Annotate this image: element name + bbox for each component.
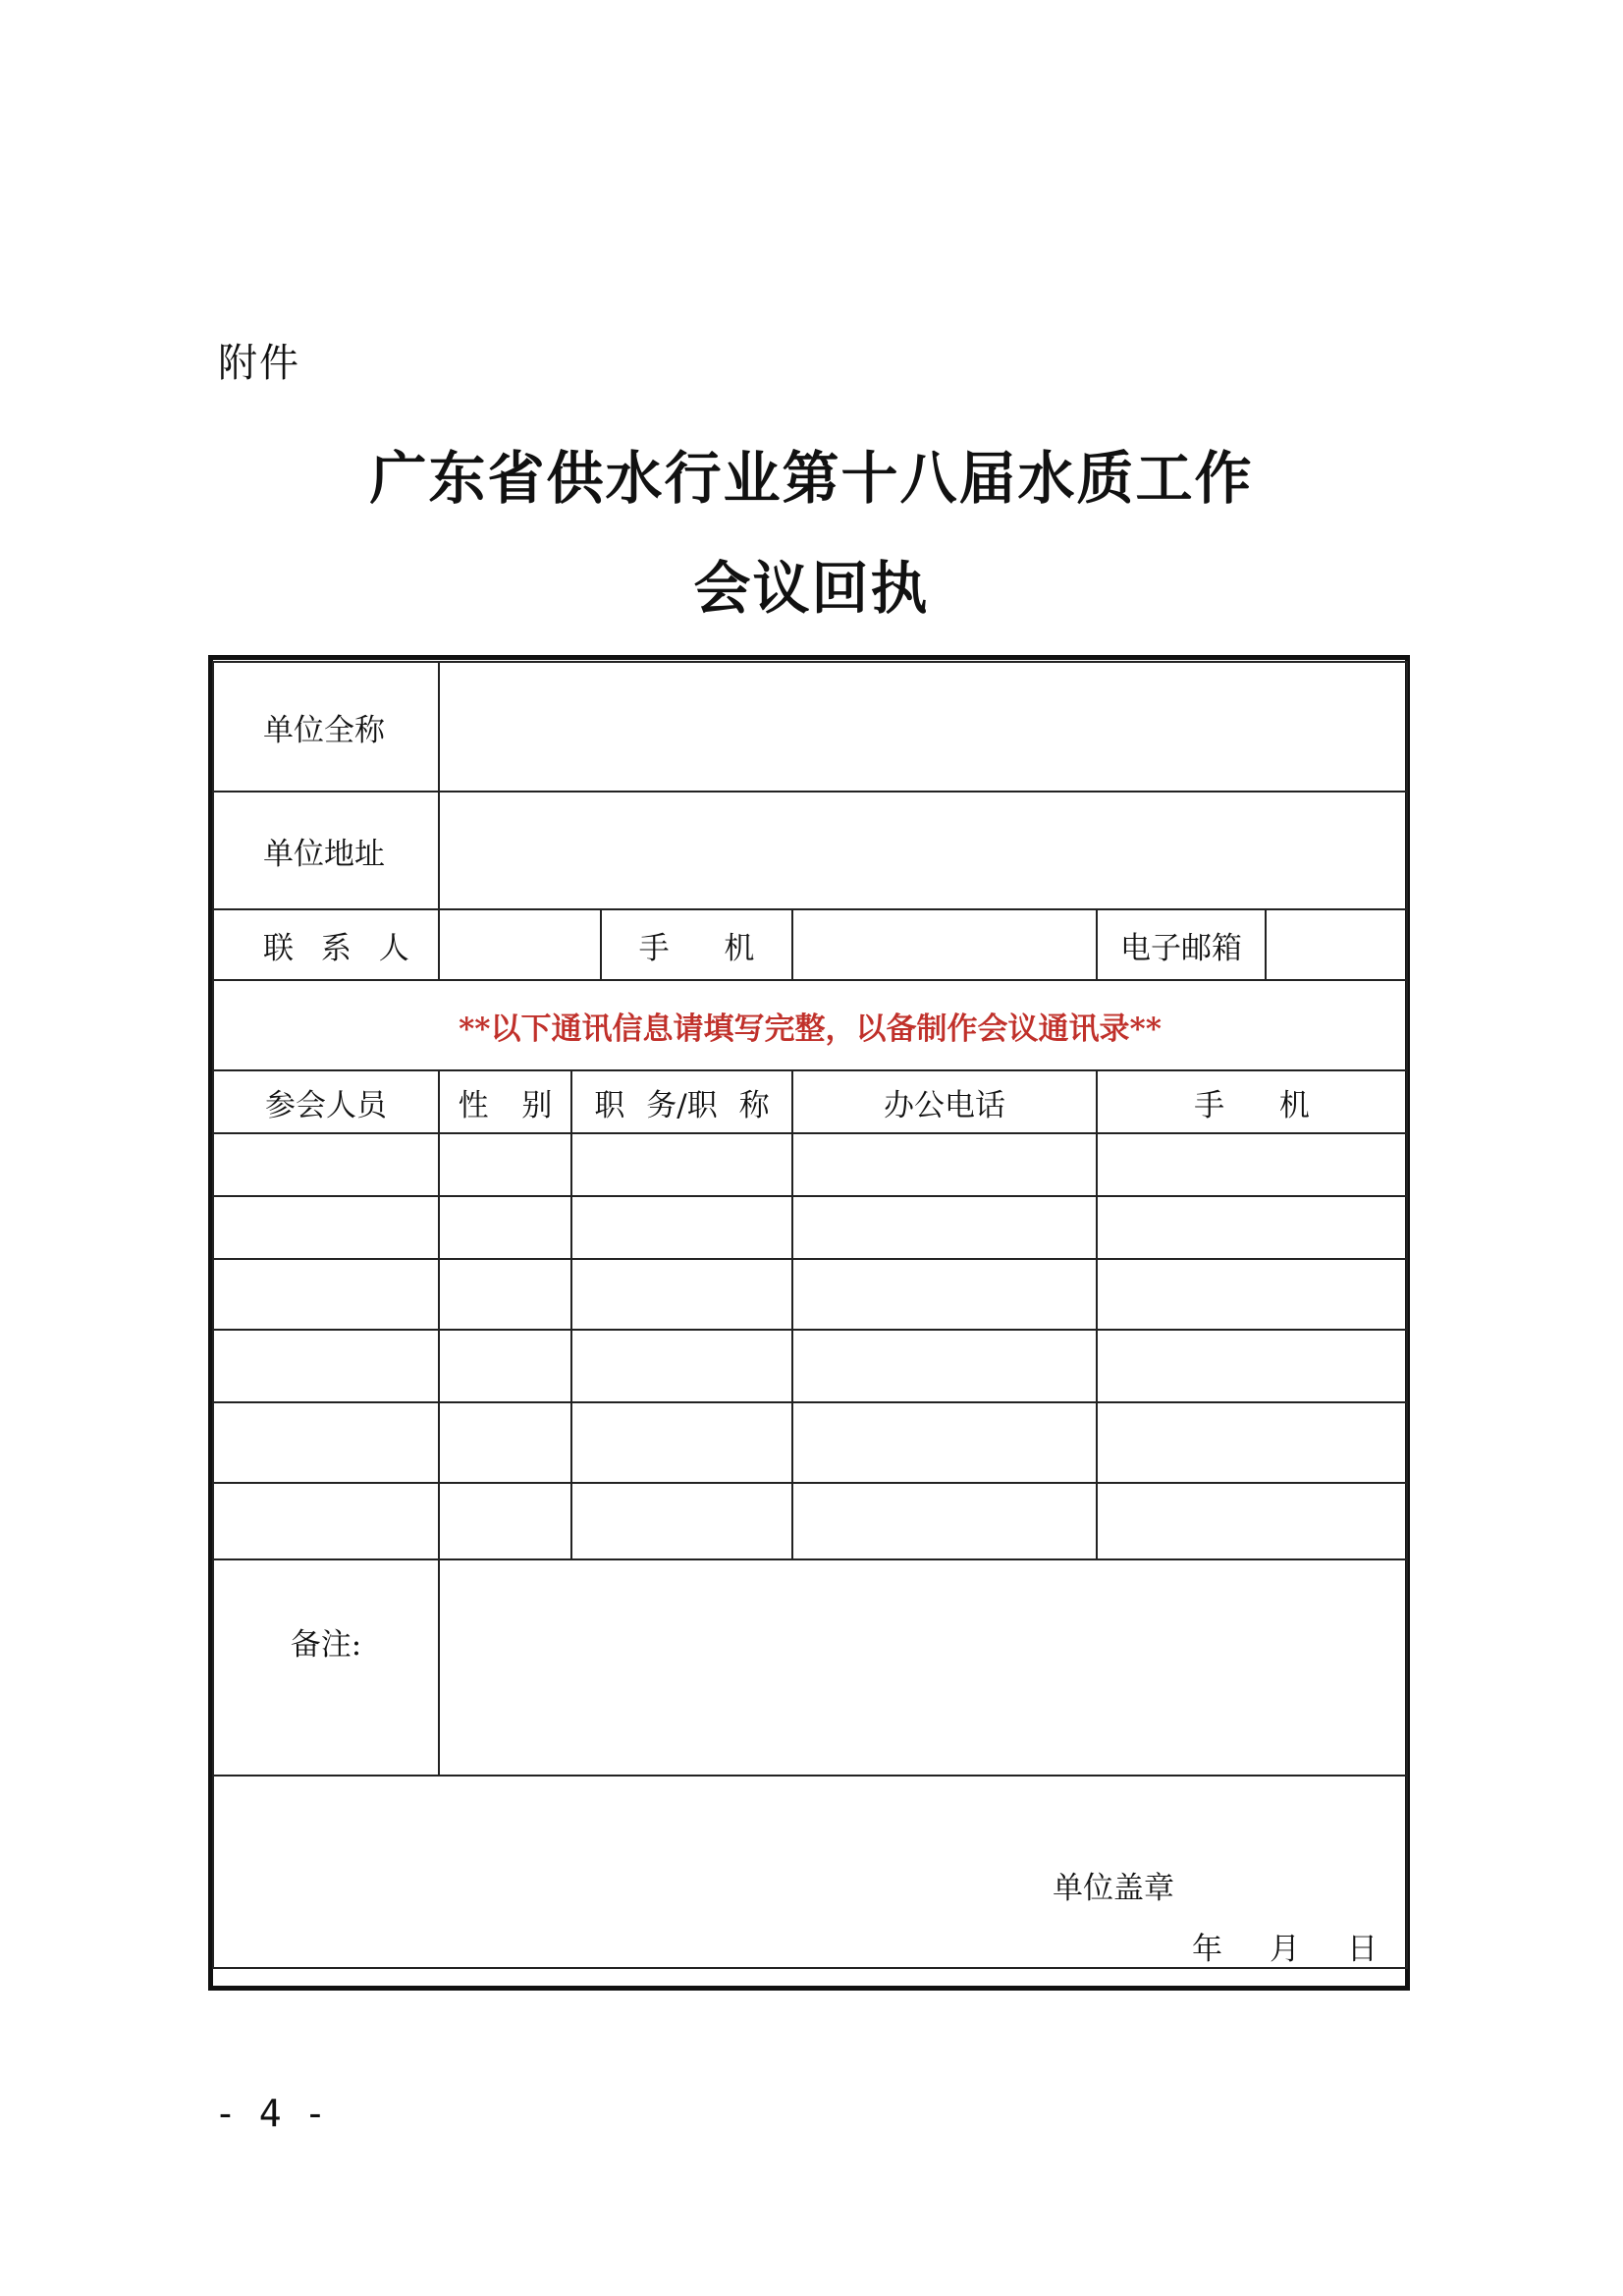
attendee-row: [213, 1330, 1407, 1402]
header-gender: [439, 1070, 571, 1133]
attendee-mobile-cell[interactable]: [1097, 1330, 1407, 1402]
header-title: [571, 1070, 792, 1133]
attendee-name-cell[interactable]: [213, 1330, 439, 1402]
unit-name-row: [213, 662, 1407, 792]
attendee-office-phone-cell[interactable]: [792, 1483, 1097, 1559]
attendee-office-phone-cell[interactable]: [792, 1330, 1097, 1402]
attendee-name-cell[interactable]: [213, 1402, 439, 1483]
signature-cell: [213, 1776, 1407, 1968]
attendee-gender-cell[interactable]: [439, 1259, 571, 1330]
header-gender-text: 性 别: [458, 1087, 553, 1123]
header-mobile-text: 手 机: [1194, 1087, 1310, 1123]
attendee-gender-cell[interactable]: [439, 1196, 571, 1259]
attendee-office-phone-cell[interactable]: [792, 1402, 1097, 1483]
attendee-mobile-cell[interactable]: [1097, 1196, 1407, 1259]
attendee-office-phone-cell[interactable]: [792, 1196, 1097, 1259]
date-line: [1192, 1924, 1380, 1968]
attendee-mobile-cell[interactable]: [1097, 1133, 1407, 1196]
attendee-title-cell[interactable]: [571, 1133, 792, 1196]
attachment-label: 附件: [218, 341, 300, 386]
contact-row: [213, 909, 1407, 980]
header-office-phone: 办公电话: [792, 1070, 1097, 1133]
date-day: 日: [1347, 1932, 1380, 1967]
attendee-row: [213, 1259, 1407, 1330]
attendee-title-cell[interactable]: [571, 1196, 792, 1259]
contact-mobile-label: [601, 909, 792, 980]
page-title-line2: 会议回执: [693, 555, 930, 622]
notice-text: **以下通讯信息请填写完整，以备制作会议通讯录**: [213, 980, 1407, 1070]
attendee-title-cell[interactable]: [571, 1259, 792, 1330]
attendee-row: [213, 1133, 1407, 1196]
attendee-mobile-cell[interactable]: [1097, 1483, 1407, 1559]
attendee-row: [213, 1402, 1407, 1483]
attendee-office-phone-cell[interactable]: [792, 1259, 1097, 1330]
signature-row: [213, 1776, 1407, 1968]
email-label: 电子邮箱: [1097, 909, 1266, 980]
remarks-label: 备注:: [213, 1559, 439, 1776]
attendee-name-cell[interactable]: [213, 1259, 439, 1330]
attendee-mobile-cell[interactable]: [1097, 1402, 1407, 1483]
attendee-title-cell[interactable]: [571, 1330, 792, 1402]
unit-name-field[interactable]: [439, 662, 1407, 792]
email-field[interactable]: [1266, 909, 1407, 980]
unit-address-field[interactable]: [439, 792, 1407, 909]
attendee-office-phone-cell[interactable]: [792, 1133, 1097, 1196]
date-year: 年: [1192, 1932, 1224, 1967]
header-attendee: 参会人员: [213, 1070, 439, 1133]
page-title-line1: 广东省供水行业第十八届水质工作: [369, 445, 1254, 512]
notice-row: [213, 980, 1407, 1070]
seal-label: 单位盖章: [1053, 1871, 1174, 1906]
attendee-name-cell[interactable]: [213, 1196, 439, 1259]
contact-label-text: 联 系 人: [263, 930, 409, 966]
header-title-text: 职 务/职 称: [594, 1087, 770, 1123]
contact-mobile-field[interactable]: [792, 909, 1097, 980]
contact-label: [213, 909, 439, 980]
attendee-name-cell[interactable]: [213, 1483, 439, 1559]
attendee-title-cell[interactable]: [571, 1402, 792, 1483]
attendee-title-cell[interactable]: [571, 1483, 792, 1559]
attendee-mobile-cell[interactable]: [1097, 1259, 1407, 1330]
unit-address-label: 单位地址: [213, 792, 439, 909]
remarks-row: [213, 1559, 1407, 1776]
attendee-name-cell[interactable]: [213, 1133, 439, 1196]
attendee-row: [213, 1483, 1407, 1559]
contact-field[interactable]: [439, 909, 601, 980]
reply-form: [212, 661, 1408, 1969]
page-number: - 4 -: [214, 2092, 327, 2135]
unit-address-row: [213, 792, 1407, 909]
attendee-gender-cell[interactable]: [439, 1330, 571, 1402]
attendee-gender-cell[interactable]: [439, 1133, 571, 1196]
attendees-header-row: [213, 1070, 1407, 1133]
date-month: 月: [1270, 1932, 1302, 1967]
contact-mobile-label-text: 手 机: [638, 930, 755, 966]
attendee-gender-cell[interactable]: [439, 1402, 571, 1483]
unit-name-label: 单位全称: [213, 662, 439, 792]
remarks-field[interactable]: [439, 1559, 1407, 1776]
header-mobile: [1097, 1070, 1407, 1133]
attendee-gender-cell[interactable]: [439, 1483, 571, 1559]
attendee-row: [213, 1196, 1407, 1259]
